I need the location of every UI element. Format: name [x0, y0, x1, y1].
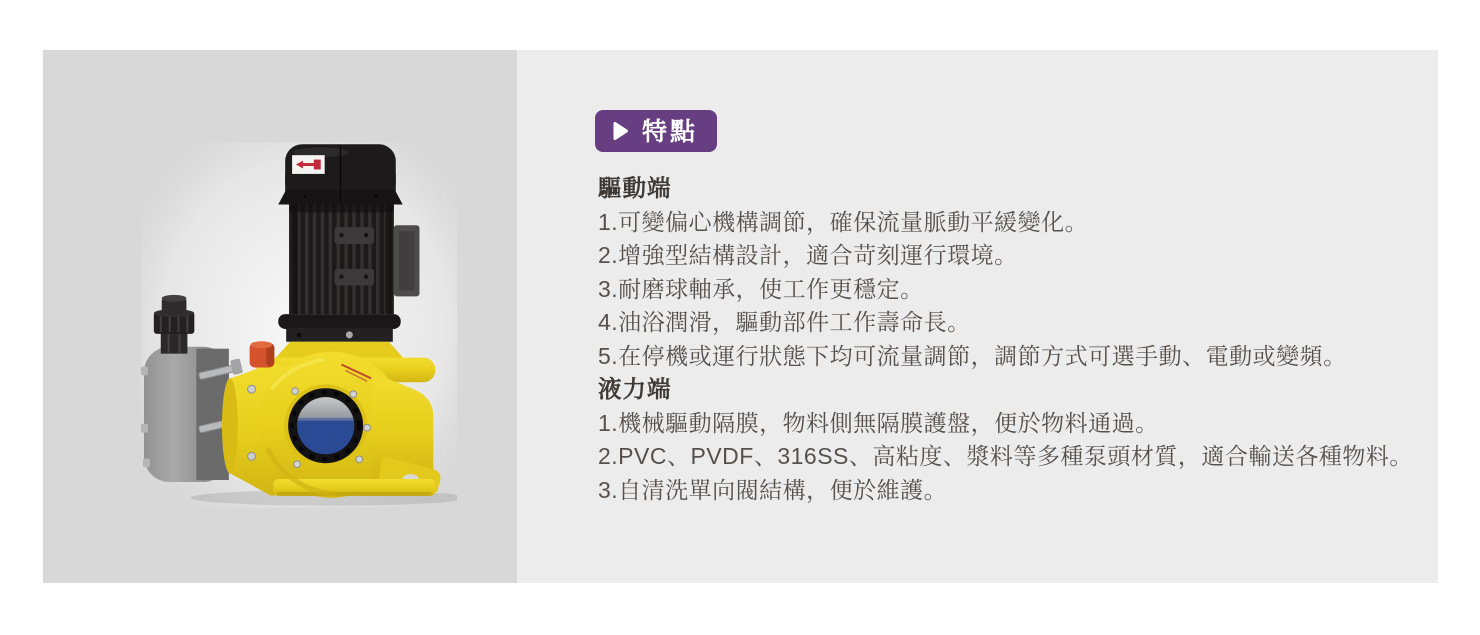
feature-item: 5.在停機或運行狀態下均可流量調節，調節方式可選手動、電動或變頻。 — [598, 342, 1347, 369]
feature-item: 2.PVC、PVDF、316SS、高粘度、漿料等多種泵頭材質，適合輸送各種物料。 — [598, 443, 1413, 469]
play-triangle-icon — [612, 121, 629, 141]
features-panel — [517, 50, 1438, 583]
feature-item: 1.機械驅動隔膜，物料側無隔膜護盤，便於物料通過。 — [598, 409, 1159, 436]
section-heading-drive-end: 驅動端 — [598, 175, 672, 201]
feature-item: 4.油浴潤滑，驅動部件工作壽命長。 — [598, 309, 971, 335]
feature-item: 3.自清洗單向閥結構，便於維護。 — [598, 476, 948, 503]
features-list — [598, 172, 1413, 507]
product-image-panel — [43, 50, 517, 583]
feature-item: 3.耐磨球軸承，使工作更穩定。 — [598, 275, 924, 302]
features-badge-label: 特點 — [642, 117, 699, 146]
feature-item: 2.增強型結構設計，適合苛刻運行環境。 — [598, 242, 1018, 268]
content-area — [43, 50, 1438, 583]
feature-item: 1.可變偏心機構調節，確保流量脈動平緩變化。 — [598, 208, 1089, 235]
features-badge — [595, 110, 717, 152]
section-heading-hydraulic-end: 液力端 — [598, 376, 672, 402]
product-image-pump — [141, 142, 457, 508]
